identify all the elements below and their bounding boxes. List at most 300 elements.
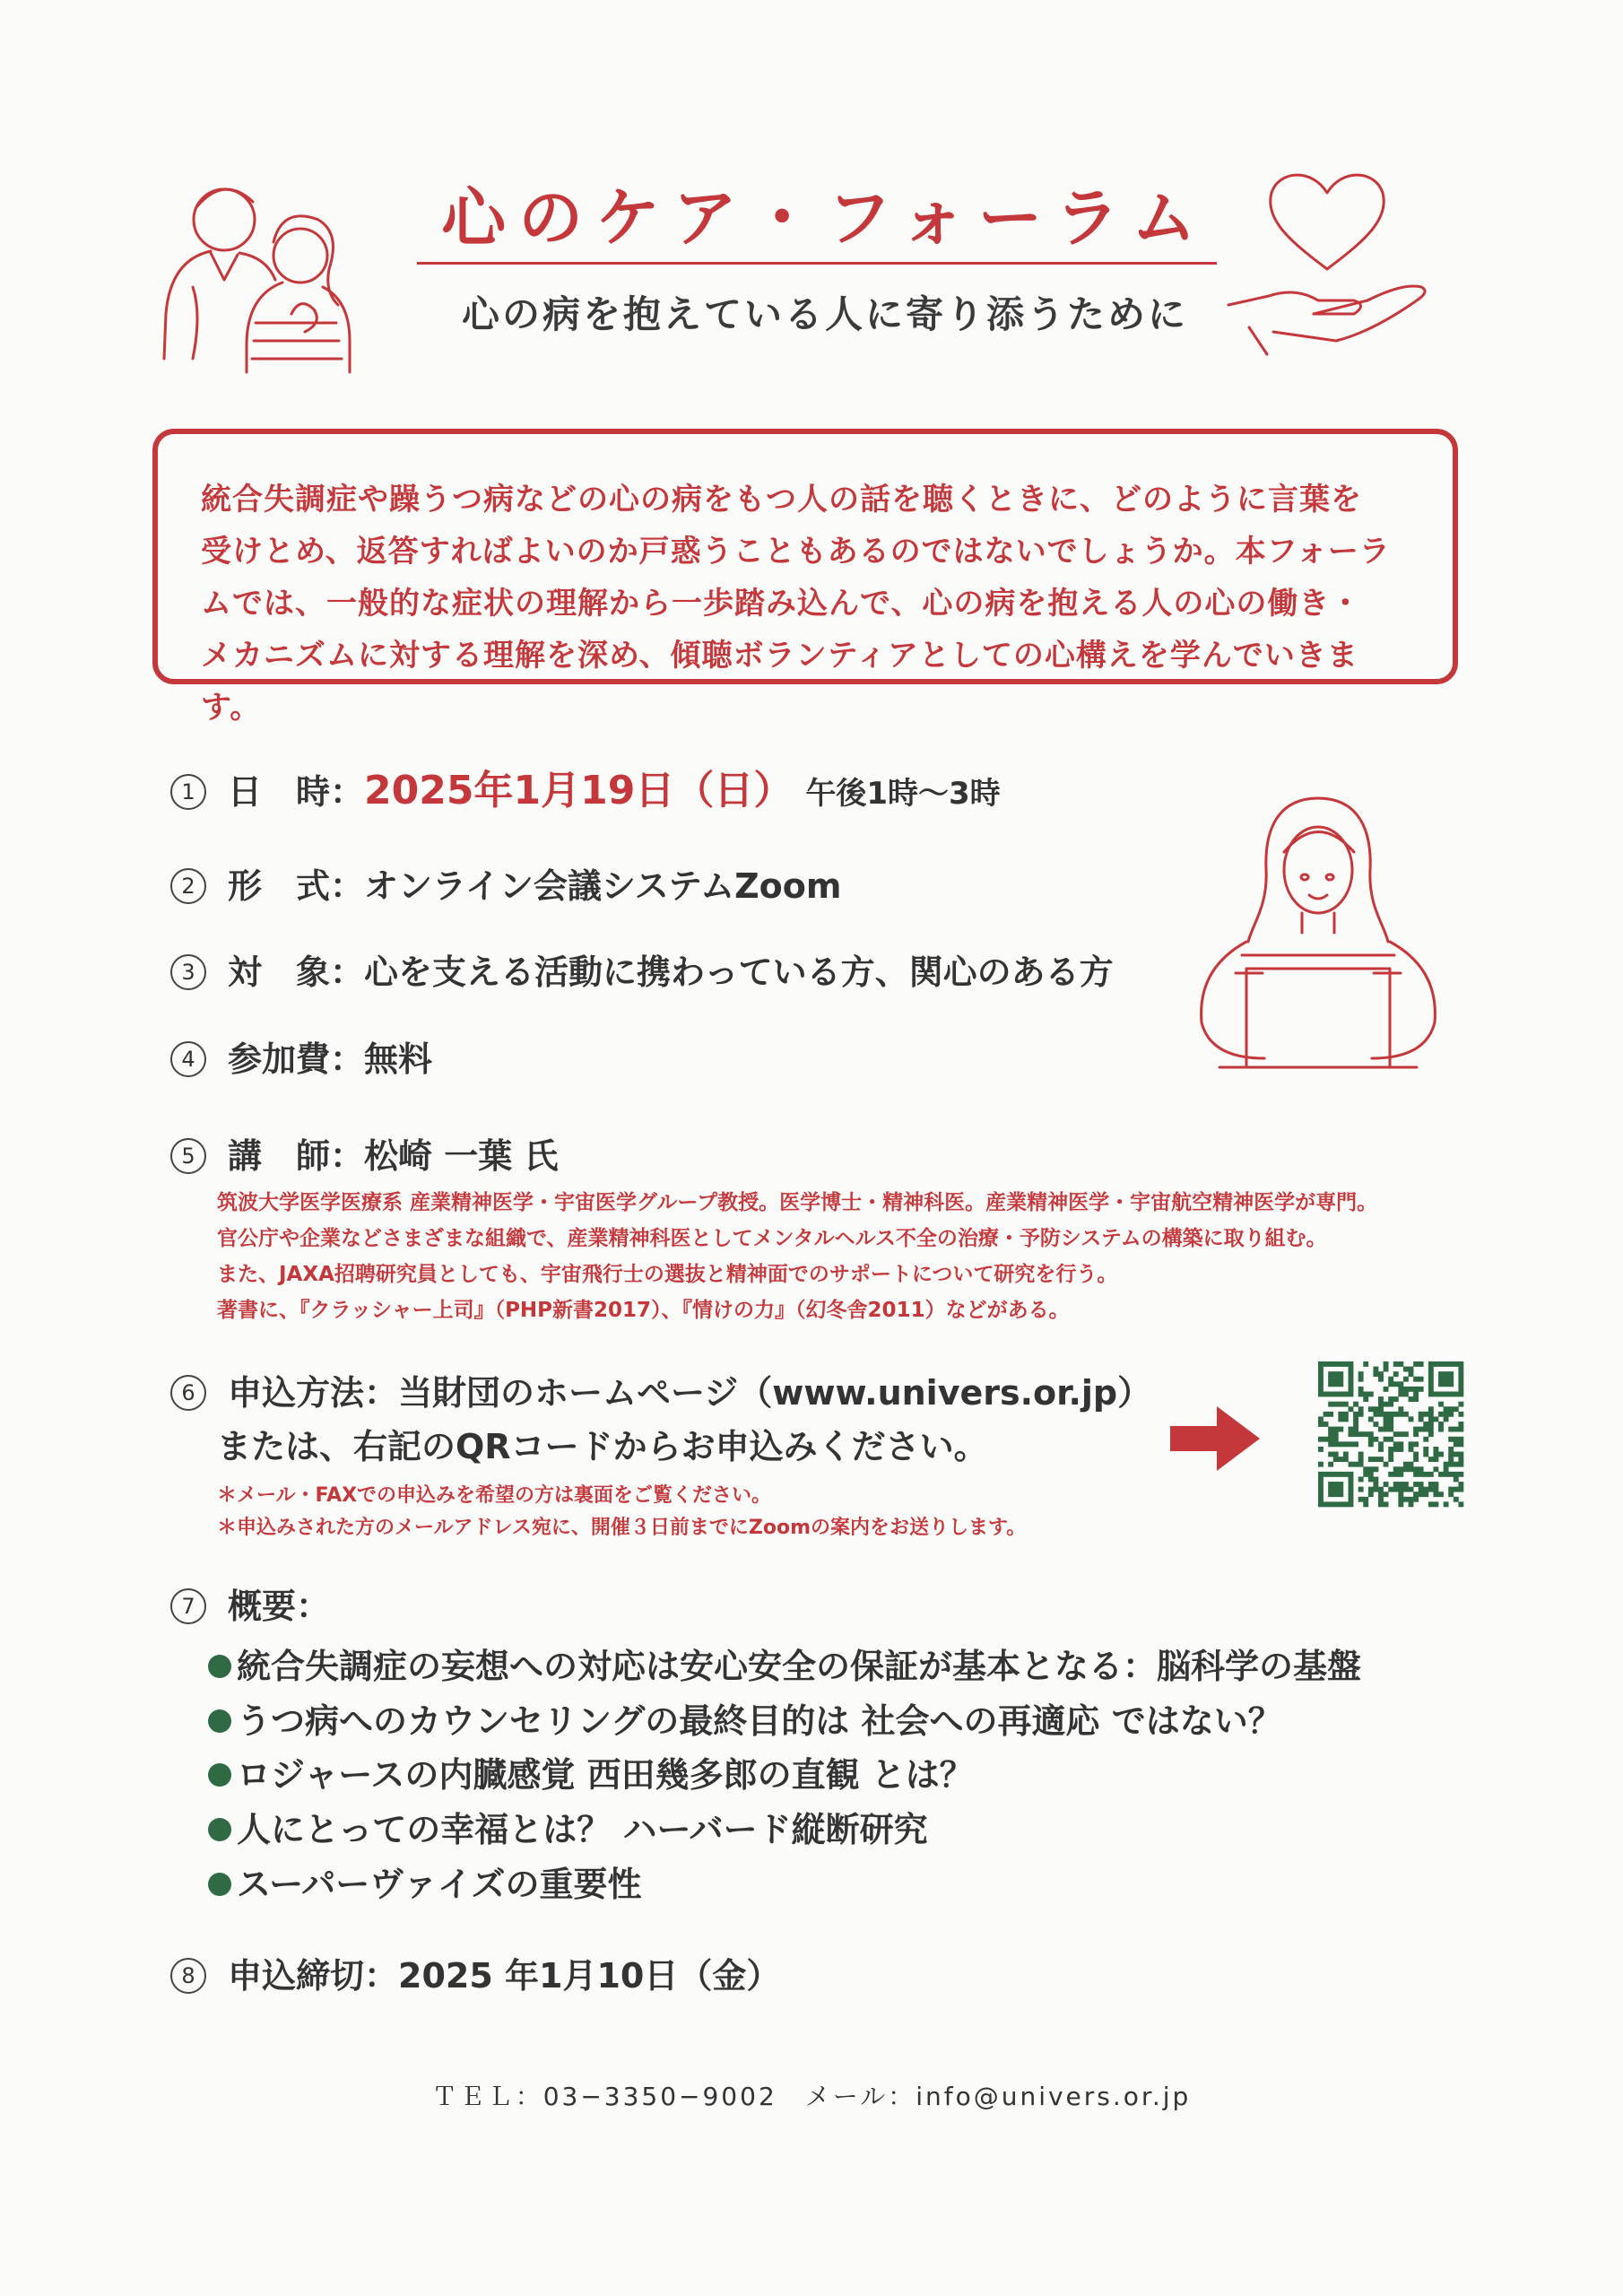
qr-module — [1438, 1392, 1444, 1397]
qr-module — [1388, 1381, 1393, 1387]
qr-module — [1428, 1406, 1434, 1412]
qr-module — [1338, 1441, 1343, 1447]
bullet-dot — [208, 1818, 231, 1841]
lecturer-bio — [217, 1185, 1377, 1328]
qr-module — [1454, 1472, 1459, 1477]
qr-module — [1433, 1447, 1438, 1452]
qr-module — [1378, 1412, 1384, 1417]
qr-module — [1343, 1472, 1349, 1477]
qr-module — [1318, 1501, 1324, 1507]
qr-module — [1438, 1377, 1444, 1382]
item-value: オンライン会議システムZoom — [364, 866, 842, 906]
qr-module — [1349, 1427, 1354, 1432]
qr-module — [1428, 1472, 1434, 1477]
qr-module — [1448, 1427, 1454, 1432]
qr-module — [1378, 1377, 1384, 1382]
qr-module — [1373, 1476, 1378, 1482]
item-number: 3 — [170, 954, 206, 990]
qr-module — [1368, 1437, 1374, 1442]
qr-module — [1388, 1452, 1393, 1457]
qr-module — [1458, 1501, 1463, 1507]
item-lecturer — [170, 1128, 558, 1178]
qr-module — [1433, 1452, 1438, 1457]
qr-module — [1343, 1501, 1349, 1507]
qr-module — [1423, 1492, 1428, 1497]
qr-module — [1419, 1472, 1424, 1477]
qr-module — [1373, 1482, 1378, 1487]
qr-module — [1388, 1487, 1393, 1492]
qr-module — [1378, 1427, 1384, 1432]
item-deadline — [170, 1948, 780, 1997]
qr-module — [1419, 1487, 1424, 1492]
qr-module — [1423, 1427, 1428, 1432]
couple-illustration — [157, 170, 390, 377]
qr-module — [1338, 1361, 1343, 1367]
qr-module — [1378, 1487, 1384, 1492]
qr-module — [1398, 1406, 1403, 1412]
qr-module — [1378, 1501, 1384, 1507]
apply-line2: または、右記のQRコードからお申込みください。 — [217, 1427, 988, 1466]
qr-module — [1454, 1361, 1459, 1367]
bullet-text: ロジャースの内臓感覚 西田幾多郎の直観 とは？ — [237, 1755, 974, 1795]
qr-module — [1438, 1492, 1444, 1497]
qr-module — [1368, 1492, 1374, 1497]
qr-module — [1338, 1416, 1343, 1422]
qr-module — [1349, 1472, 1354, 1477]
bio-line: 官公庁や企業などさまざまな組織で、産業精神科医としてメンタルヘルス不全の治療・予防システムの構築に取り組む。 — [217, 1227, 1327, 1250]
qr-module — [1403, 1431, 1409, 1437]
bio-line: 著書に、『クラッシャー上司』（PHP新書2017）、『情けの力』（幻冬舎2011）などがある。 — [217, 1299, 1070, 1322]
qr-module — [1398, 1492, 1403, 1497]
overview-bullet — [208, 1802, 928, 1851]
qr-module — [1384, 1367, 1389, 1372]
qr-module — [1373, 1367, 1378, 1372]
qr-module — [1318, 1361, 1324, 1367]
qr-module — [1378, 1492, 1384, 1497]
qr-module — [1448, 1452, 1454, 1457]
qr-module — [1373, 1422, 1378, 1427]
qr-module — [1328, 1452, 1333, 1457]
qr-module — [1393, 1361, 1399, 1367]
qr-module — [1333, 1482, 1339, 1487]
qr-module — [1428, 1457, 1434, 1462]
qr-module — [1349, 1406, 1354, 1412]
bullet-text: 人にとっての幸福とは？ ハーバード縦断研究 — [237, 1810, 928, 1849]
qr-module — [1403, 1412, 1409, 1417]
qr-module — [1338, 1381, 1343, 1387]
qr-module — [1403, 1392, 1409, 1397]
qr-module — [1419, 1482, 1424, 1487]
qr-module — [1409, 1447, 1414, 1452]
qr-module — [1458, 1377, 1463, 1382]
item-label: 講 師： — [228, 1136, 365, 1176]
qr-module — [1373, 1371, 1378, 1377]
qr-module — [1444, 1361, 1449, 1367]
qr-module — [1318, 1367, 1324, 1372]
qr-module — [1328, 1431, 1333, 1437]
qr-module — [1433, 1482, 1438, 1487]
qr-module — [1373, 1466, 1378, 1472]
qr-module — [1398, 1431, 1403, 1437]
qr-module — [1413, 1396, 1419, 1402]
qr-module — [1384, 1501, 1389, 1507]
qr-module — [1338, 1472, 1343, 1477]
qr-module — [1328, 1487, 1333, 1492]
qr-module — [1393, 1431, 1399, 1437]
qr-module — [1388, 1427, 1393, 1432]
qr-module — [1413, 1441, 1419, 1447]
item-value: 無料 — [364, 1039, 433, 1079]
qr-module — [1409, 1371, 1414, 1377]
qr-module — [1388, 1402, 1393, 1407]
qr-module — [1393, 1396, 1399, 1402]
qr-module — [1419, 1427, 1424, 1432]
qr-module — [1353, 1427, 1358, 1432]
qr-module — [1333, 1377, 1339, 1382]
item-label: 参加費： — [228, 1039, 365, 1079]
qr-module — [1438, 1371, 1444, 1377]
bullet-dot — [208, 1873, 231, 1896]
qr-module — [1353, 1412, 1358, 1417]
qr-module — [1398, 1447, 1403, 1452]
qr-module — [1373, 1487, 1378, 1492]
qr-module — [1349, 1441, 1354, 1447]
qr-module — [1393, 1447, 1399, 1452]
item-number: 4 — [170, 1041, 206, 1077]
event-date: 2025年1月19日（日） — [364, 768, 794, 813]
qr-module — [1328, 1472, 1333, 1477]
qr-module — [1433, 1416, 1438, 1422]
qr-module — [1448, 1437, 1454, 1442]
qr-module — [1388, 1416, 1393, 1422]
qr-module — [1413, 1377, 1419, 1382]
qr-module — [1358, 1487, 1364, 1492]
qr-module — [1378, 1447, 1384, 1452]
qr-module — [1448, 1377, 1454, 1382]
qr-module — [1448, 1392, 1454, 1397]
qr-module — [1358, 1497, 1364, 1502]
qr-module — [1318, 1416, 1324, 1422]
qr-module — [1378, 1371, 1384, 1377]
intro-text — [201, 474, 1408, 734]
qr-module — [1458, 1371, 1463, 1377]
qr-module — [1423, 1437, 1428, 1442]
bullet-dot — [208, 1655, 231, 1678]
qr-module — [1373, 1457, 1378, 1462]
qr-module — [1428, 1371, 1434, 1377]
qr-module — [1458, 1487, 1463, 1492]
qr-module — [1318, 1422, 1324, 1427]
bullet-text: 統合失調症の妄想への対応は安心安全の保証が基本となる：脳科学の基盤 — [237, 1647, 1362, 1686]
qr-module — [1324, 1472, 1329, 1477]
qr-module — [1438, 1412, 1444, 1417]
qr-module — [1433, 1361, 1438, 1367]
qr-module — [1428, 1392, 1434, 1397]
qr-module — [1409, 1497, 1414, 1502]
qr-module — [1338, 1402, 1343, 1407]
qr-module — [1413, 1361, 1419, 1367]
qr-module — [1368, 1392, 1374, 1397]
qr-module — [1458, 1387, 1463, 1392]
qr-module — [1384, 1361, 1389, 1367]
qr-module — [1318, 1487, 1324, 1492]
qr-module — [1398, 1501, 1403, 1507]
qr-module — [1349, 1361, 1354, 1367]
qr-module — [1388, 1422, 1393, 1427]
qr-module — [1358, 1412, 1364, 1417]
qr-code[interactable] — [1318, 1361, 1463, 1507]
overview-bullet — [208, 1693, 1282, 1743]
qr-module — [1428, 1501, 1434, 1507]
qr-module — [1433, 1392, 1438, 1397]
qr-module — [1393, 1466, 1399, 1472]
item-label: 形 式： — [228, 866, 365, 906]
qr-module — [1428, 1377, 1434, 1382]
qr-module — [1343, 1416, 1349, 1422]
qr-module — [1328, 1482, 1333, 1487]
qr-module — [1333, 1501, 1339, 1507]
qr-module — [1343, 1441, 1349, 1447]
qr-module — [1393, 1482, 1399, 1487]
qr-module — [1358, 1431, 1364, 1437]
qr-module — [1333, 1361, 1339, 1367]
qr-module — [1433, 1492, 1438, 1497]
qr-module — [1444, 1462, 1449, 1467]
qr-module — [1338, 1501, 1343, 1507]
qr-module — [1398, 1466, 1403, 1472]
qr-module — [1349, 1371, 1354, 1377]
item-number: 6 — [170, 1375, 206, 1411]
qr-module — [1413, 1427, 1419, 1432]
qr-module — [1384, 1427, 1389, 1432]
qr-module — [1338, 1457, 1343, 1462]
qr-module — [1324, 1392, 1329, 1397]
qr-module — [1378, 1457, 1384, 1462]
qr-module — [1419, 1387, 1424, 1392]
qr-module — [1428, 1431, 1434, 1437]
qr-module — [1328, 1371, 1333, 1377]
qr-module — [1458, 1482, 1463, 1487]
qr-module — [1393, 1371, 1399, 1377]
qr-module — [1373, 1412, 1378, 1417]
qr-module — [1393, 1412, 1399, 1417]
qr-module — [1428, 1482, 1434, 1487]
qr-module — [1409, 1396, 1414, 1402]
item-number: 7 — [170, 1588, 206, 1624]
note-line: ＊申込みされた方のメールアドレス宛に、開催３日前までにZoomの案内をお送りします。 — [217, 1517, 1027, 1539]
qr-module — [1454, 1427, 1459, 1432]
qr-module — [1349, 1377, 1354, 1382]
qr-module — [1423, 1447, 1428, 1452]
qr-module — [1358, 1476, 1364, 1482]
qr-module — [1458, 1472, 1463, 1477]
bio-line: 筑波大学医学医療系 産業精神医学・宇宙医学グループ教授。医学博士・精神科医。産業精神医学・宇宙航空精神医学が専門。 — [217, 1191, 1378, 1214]
qr-module — [1413, 1497, 1419, 1502]
qr-module — [1458, 1412, 1463, 1417]
qr-module — [1373, 1406, 1378, 1412]
qr-module — [1384, 1492, 1389, 1497]
overview-bullet — [208, 1747, 974, 1796]
qr-module — [1433, 1501, 1438, 1507]
qr-module — [1343, 1412, 1349, 1417]
qr-module — [1444, 1466, 1449, 1472]
qr-module — [1353, 1402, 1358, 1407]
qr-module — [1458, 1437, 1463, 1442]
qr-module — [1353, 1422, 1358, 1427]
apply-notes — [217, 1480, 1026, 1544]
qr-module — [1428, 1487, 1434, 1492]
qr-module — [1458, 1441, 1463, 1447]
qr-module — [1448, 1371, 1454, 1377]
item-date — [170, 758, 1001, 815]
qr-module — [1398, 1441, 1403, 1447]
qr-module — [1458, 1422, 1463, 1427]
deadline-date: 2025 年1月10日（金） — [398, 1956, 781, 1996]
item-number: 5 — [170, 1138, 206, 1174]
qr-module — [1393, 1381, 1399, 1387]
qr-module — [1328, 1462, 1333, 1467]
qr-module — [1393, 1472, 1399, 1477]
qr-module — [1368, 1406, 1374, 1412]
qr-module — [1409, 1501, 1414, 1507]
qr-module — [1448, 1412, 1454, 1417]
qr-module — [1403, 1487, 1409, 1492]
bullet-dot — [208, 1709, 231, 1733]
qr-module — [1384, 1462, 1389, 1467]
qr-module — [1363, 1501, 1368, 1507]
qr-module — [1403, 1387, 1409, 1392]
qr-module — [1433, 1466, 1438, 1472]
qr-module — [1454, 1487, 1459, 1492]
bullet-text: うつ病へのカウンセリングの最終目的は 社会への再適応 ではない？ — [237, 1701, 1282, 1741]
qr-module — [1433, 1457, 1438, 1462]
item-label: 概要： — [228, 1587, 331, 1626]
qr-module — [1448, 1462, 1454, 1467]
qr-module — [1353, 1462, 1358, 1467]
qr-module — [1333, 1392, 1339, 1397]
qr-module — [1343, 1361, 1349, 1367]
qr-module — [1454, 1437, 1459, 1442]
qr-module — [1458, 1462, 1463, 1467]
qr-module — [1423, 1452, 1428, 1457]
qr-module — [1324, 1437, 1329, 1442]
qr-module — [1413, 1431, 1419, 1437]
qr-module — [1378, 1497, 1384, 1502]
qr-module — [1403, 1497, 1409, 1502]
qr-module — [1373, 1437, 1378, 1442]
qr-module — [1448, 1472, 1454, 1477]
qr-module — [1398, 1487, 1403, 1492]
qr-module — [1444, 1472, 1449, 1477]
qr-module — [1343, 1392, 1349, 1397]
qr-module — [1363, 1361, 1368, 1367]
qr-module — [1423, 1487, 1428, 1492]
qr-module — [1384, 1402, 1389, 1407]
qr-module — [1349, 1487, 1354, 1492]
qr-module — [1349, 1431, 1354, 1437]
qr-module — [1388, 1447, 1393, 1452]
qr-module — [1328, 1441, 1333, 1447]
footer-contact: ＴＥＬ：03−3350−9002 メール：info@univers.or.jp — [431, 2082, 1192, 2111]
qr-module — [1349, 1367, 1354, 1372]
qr-module — [1419, 1416, 1424, 1422]
qr-module — [1338, 1492, 1343, 1497]
qr-module — [1349, 1497, 1354, 1502]
qr-module — [1318, 1387, 1324, 1392]
qr-module — [1368, 1431, 1374, 1437]
qr-module — [1328, 1402, 1333, 1407]
arrow-right-icon — [1170, 1406, 1260, 1471]
qr-module — [1409, 1487, 1414, 1492]
item-apply — [170, 1365, 1151, 1414]
qr-module — [1448, 1361, 1454, 1367]
qr-module — [1444, 1381, 1449, 1387]
note-line: ＊メール・FAXでの申込みを希望の方は裏面をご覧ください。 — [217, 1484, 772, 1507]
qr-module — [1428, 1422, 1434, 1427]
qr-module — [1318, 1447, 1324, 1452]
qr-module — [1343, 1452, 1349, 1457]
apply-url[interactable]: 当財団のホームページ（www.univers.or.jp） — [398, 1373, 1152, 1413]
qr-module — [1358, 1377, 1364, 1382]
qr-module — [1333, 1437, 1339, 1442]
event-time: 午後1時〜3時 — [805, 776, 1001, 812]
qr-module — [1384, 1422, 1389, 1427]
qr-module — [1363, 1466, 1368, 1472]
qr-module — [1444, 1377, 1449, 1382]
qr-module — [1398, 1412, 1403, 1417]
intro-box — [152, 429, 1458, 726]
intro-line: 統合失調症や躁うつ病などの心の病をもつ人の話を聴くときに、どのように言葉を — [201, 482, 1362, 517]
qr-module — [1438, 1472, 1444, 1477]
qr-module — [1358, 1462, 1364, 1467]
qr-module — [1368, 1472, 1374, 1477]
qr-module — [1378, 1402, 1384, 1407]
qr-module — [1384, 1412, 1389, 1417]
qr-module — [1458, 1392, 1463, 1397]
item-value: 心を支える活動に携わっている方、関心のある方 — [364, 952, 1114, 992]
qr-module — [1398, 1497, 1403, 1502]
qr-module — [1328, 1427, 1333, 1432]
qr-module — [1363, 1392, 1368, 1397]
qr-module — [1458, 1457, 1463, 1462]
item-label: 申込締切： — [228, 1956, 399, 1996]
qr-module — [1413, 1482, 1419, 1487]
item-fee — [170, 1031, 432, 1081]
item-number: 1 — [170, 774, 206, 810]
bullet-text: スーパーヴァイズの重要性 — [237, 1865, 642, 1904]
overview-bullet — [208, 1857, 641, 1906]
qr-module — [1413, 1392, 1419, 1397]
qr-module — [1448, 1457, 1454, 1462]
qr-module — [1318, 1392, 1324, 1397]
qr-module — [1409, 1367, 1414, 1372]
qr-module — [1438, 1422, 1444, 1427]
qr-module — [1388, 1412, 1393, 1417]
qr-module — [1454, 1452, 1459, 1457]
page-title: 心のケア・フォーラム — [441, 180, 1209, 256]
qr-module — [1388, 1457, 1393, 1462]
qr-module — [1444, 1392, 1449, 1397]
qr-module — [1358, 1457, 1364, 1462]
qr-module — [1333, 1381, 1339, 1387]
qr-module — [1388, 1396, 1393, 1402]
qr-module — [1419, 1412, 1424, 1417]
bio-line: また、JAXA招聘研究員としても、宇宙飛行士の選抜と精神面でのサポートについて研究を行う。 — [217, 1263, 1118, 1286]
item-overview — [170, 1578, 330, 1628]
qr-module — [1403, 1482, 1409, 1487]
qr-module — [1438, 1361, 1444, 1367]
qr-module — [1363, 1396, 1368, 1402]
